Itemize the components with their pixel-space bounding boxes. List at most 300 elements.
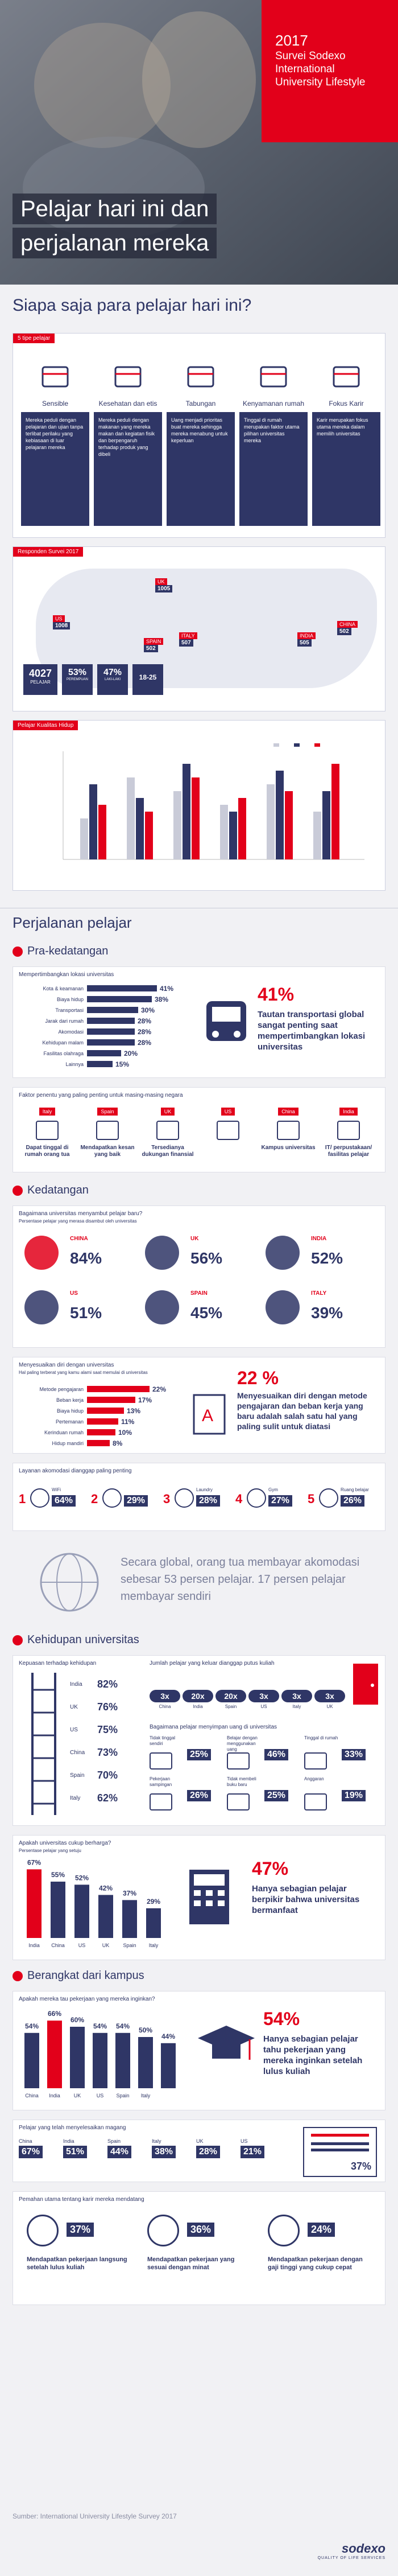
welcome-title: Bagaimana universitas menyambut pelajar baru? [19,1211,143,1217]
uni-value: 76% [97,1701,118,1713]
clock-icon [268,2215,300,2246]
intern-item [241,2138,283,2158]
dropout-title: Jumlah pelajar yang keluar dianggap putus kuliah [150,1660,275,1666]
clock-icon [147,2215,179,2246]
type-description: Mereka peduli dengan makanan yang mereka makan dan kegiatan fisik dan berpengaruh terhadap produk yang dibeli [94,412,162,526]
job-bar-label: 44% [161,2032,176,2040]
wallet-icon [167,356,235,396]
job-bar-country: UK [73,2093,81,2098]
service-label: Gym [268,1487,278,1492]
quality-bar [98,805,106,859]
spend-item [150,1735,223,1773]
type-column [239,356,308,526]
value-bar-country: Italy [148,1943,159,1948]
future-item [260,2211,376,2297]
adjust-label: Biaya hidup [56,1408,84,1414]
spend-title: Bagaimana pelajar menyimpan uang di universitas [150,1724,277,1730]
job-bar [93,2033,107,2088]
factor-icon [36,1121,59,1140]
life-card [13,1655,385,1826]
quality-bar [80,818,88,859]
dropout-item [281,1690,312,1709]
brand-name: sodexo [341,2541,385,2556]
job-bar-label: 60% [70,2016,85,2024]
adjust-card [13,1357,385,1454]
adjust-row [19,1384,184,1394]
service-value: 26% [341,1495,364,1507]
job-title: Apakah mereka tau pekerjaan yang mereka inginkan? [19,1996,155,2002]
hand-icon [24,1236,59,1270]
quality-bar [145,812,153,859]
factors-card [13,1087,385,1172]
value-bar [122,1900,137,1938]
future-text: Mendapatkan pekerjaan langsung setelah lulus kuliah [27,2256,127,2271]
transport-icon [201,990,252,1052]
job-bar-label: 50% [138,2026,153,2034]
type-description: Uang menjadi prioritas buat mereka sehingga mereka menabung untuk keperluan [167,412,235,526]
dropout-value: 3x [150,1690,180,1702]
adjust-row [19,1416,184,1427]
quality-bar [285,791,293,859]
ladder-icon [21,1673,67,1815]
spend-label: Pekerjaan sampingan [150,1776,172,1787]
spend-item [304,1776,378,1814]
service-value: 27% [268,1495,292,1507]
service-rank: 2 [91,1492,98,1506]
quality-bar [267,784,275,859]
service-item [19,1484,87,1518]
uni-country: Italy [70,1795,81,1801]
welcome-country: INDIA [311,1236,327,1242]
service-icon [247,1488,266,1508]
types-panel [13,333,385,538]
hand-icon [145,1236,179,1270]
consider-row [19,1015,189,1026]
dropout-value: 3x [248,1690,279,1702]
adjust-bar [87,1386,150,1392]
dropout-value: 20x [183,1690,213,1702]
hero-subtitle: Survei Sodexo International University Lifestyle [275,50,366,88]
value-bar-country: India [28,1943,40,1948]
welcome-value: 51% [70,1304,102,1322]
factor-icon [277,1121,300,1140]
welcome-country: CHINA [70,1236,88,1242]
adjust-value: 22% [152,1385,167,1393]
consider-label: Kota & keamanan [43,985,84,991]
uni-value: 82% [97,1678,118,1690]
service-value: 29% [124,1495,148,1507]
intern-country: India [63,2138,74,2144]
pin-value: 502 [337,628,351,635]
adjust-row [19,1405,184,1416]
uni-title: Kepuasan terhadap kehidupan [19,1660,97,1666]
value-bar-country: UK [102,1943,110,1948]
service-icon [102,1488,122,1508]
uni-country: India [70,1681,82,1688]
hero-title [13,194,217,262]
job-chart [19,2009,189,2105]
pin-country: US [53,615,65,622]
welcome-country: US [70,1290,78,1297]
quality-bar [220,805,228,859]
quality-bar [238,798,246,859]
uni-country: US [70,1726,78,1733]
factor-text: Mendapatkan kesan yang baik [80,1145,135,1158]
resp-tag: Responden Survei 2017 [13,547,83,557]
consider-bar [87,985,157,991]
welcome-item [19,1285,132,1336]
job-bar [161,2043,176,2088]
spend-icon [304,1793,327,1810]
spend-value: 46% [264,1749,288,1760]
adjust-label: Pertemanan [55,1418,84,1425]
map-pin [179,632,197,647]
arrival-heading-text: Kedatangan [27,1184,89,1196]
pin-value: 505 [297,639,312,647]
factor-item [320,1106,377,1158]
book-icon [21,356,89,396]
quality-bar [276,771,284,859]
adjust-title: Menyesuaikan diri dengan universitas [19,1362,114,1368]
spend-item [304,1735,378,1773]
uni-row [70,1718,132,1741]
consider-pct: 41% [258,984,295,1005]
intern-item [152,2138,194,2158]
spend-value: 25% [264,1790,288,1801]
type-column [21,356,89,526]
consider-bar [87,1039,135,1046]
future-text: Mendapatkan pekerjaan yang sesuai dengan minat [147,2256,235,2271]
consider-row [19,1026,189,1037]
job-bar-country: US [96,2093,104,2098]
value-chart [19,1858,172,1955]
uni-row [70,1741,132,1764]
future-title: Pemahan utama tentang karir mereka mendatang [19,2196,144,2203]
type-column [312,356,380,526]
adjust-row [19,1438,184,1449]
quality-bar [192,777,200,859]
service-icon [175,1488,194,1508]
value-bar-label: 67% [27,1858,42,1867]
adjust-label: Metode pengajaran [39,1386,84,1392]
job-bar-country: India [49,2093,60,2098]
job-pct: 54% [263,2009,300,2029]
bullet-icon [13,947,23,957]
pin-value: 507 [179,639,193,647]
consider-label: Lainnya [65,1061,84,1067]
after-heading [13,1969,144,1982]
quality-bar [136,798,144,859]
job-bar-label: 54% [93,2022,107,2030]
welcome-country: ITALY [311,1290,327,1297]
welcome-item [260,1285,374,1336]
adjust-value: 17% [138,1396,152,1404]
uni-row [70,1696,132,1718]
quality-chart [23,740,376,882]
service-rank: 4 [235,1492,243,1506]
female-pct: 53% [68,668,87,677]
consider-label: Jarak dari rumah [45,1018,84,1024]
value-bar-label: 37% [122,1889,137,1898]
hand-icon [24,1290,59,1324]
consider-row [19,1037,189,1048]
adjust-label: Hidup mandiri [52,1440,84,1446]
pin-country: SPAIN [144,638,163,645]
service-item [91,1484,159,1518]
factor-country: India [339,1108,358,1116]
factor-country: UK [161,1108,175,1116]
spend-icon [304,1752,327,1770]
consider-bar [87,1028,135,1035]
hand-icon [266,1236,300,1270]
service-rank: 1 [19,1492,26,1506]
value-text: Hanya sebagian pelajar berpikir bahwa universitas bermanfaat [252,1884,360,1915]
adjust-bar [87,1418,118,1425]
quality-panel [13,720,385,891]
job-bar-country: Italy [140,2093,151,2098]
dropout-country: Italy [292,1704,301,1709]
consider-text: Tautan transportasi global sangat penting saat mempertimbangkan lokasi universitas [258,1010,366,1052]
hero-photo-shape [142,11,256,148]
job-bar-label: 54% [24,2022,39,2030]
adjust-bar [87,1397,135,1403]
pin-country: ITALY [179,632,197,639]
job-bar [47,2021,62,2088]
value-bar [146,1908,161,1938]
intern-country: China [19,2138,32,2144]
types-tag: 5 tipe pelajar [13,334,55,343]
adjust-value: 8% [113,1439,123,1447]
life-heading-text: Kehidupan universitas [27,1633,139,1646]
dropout-value: 20x [215,1690,246,1702]
factors-title: Faktor penentu yang paling penting untuk masing-masing negara [19,1092,183,1098]
job-text: Hanya sebagian pelajar tahu pekerjaan yang mereka inginkan setelah lulus kuliah [263,2034,363,2076]
factor-icon [96,1121,119,1140]
spend-label: Tidak tinggal sendiri [150,1735,176,1746]
consider-value: 28% [138,1027,152,1036]
spend-label: Tidak membeli buku baru [227,1776,256,1787]
adjust-bar [87,1429,115,1435]
type-description: Karir merupakan fokus utama mereka dalam memilih universitas [312,412,380,526]
calculator-icon [184,1864,241,1932]
pin-value: 502 [144,645,158,652]
uni-row [70,1787,132,1809]
life-heading [13,1633,139,1647]
who-heading: Siapa saja para pelajar hari ini? [13,296,252,315]
adjust-row [19,1394,184,1405]
spend-value: 25% [187,1749,211,1760]
svg-text:A: A [202,1406,214,1425]
welcome-item [139,1230,253,1281]
spend-label: Anggaran [304,1776,324,1781]
respondents-panel [13,546,385,711]
services-card [13,1463,385,1531]
consider-label: Fasilitas olahraga [43,1050,84,1056]
factor-country: Spain [97,1108,117,1116]
hero-year: 2017 [275,32,308,49]
adjust-bar [87,1440,110,1446]
consider-bar [87,1050,121,1056]
spend-value: 26% [187,1790,211,1801]
job-bar-label: 54% [115,2022,130,2030]
consider-bar [87,1018,135,1024]
intern-value: 21% [241,2146,264,2158]
intern-value: 28% [196,2146,220,2158]
value-bar-country: China [51,1943,65,1948]
quality-bar [229,812,237,859]
consider-value: 41% [160,984,174,993]
pin-country: INDIA [297,632,316,639]
welcome-value: 52% [311,1249,343,1267]
factor-country: US [221,1108,235,1116]
factor-icon [337,1121,360,1140]
welcome-value: 45% [190,1304,223,1322]
future-text: Mendapatkan pekerjaan dengan gaji tinggi yang cukup cepat [268,2256,363,2271]
consider-label: Biaya hidup [56,996,84,1002]
service-icon [30,1488,49,1508]
dropout-item [183,1690,213,1709]
global-text: Secara global, orang tua membayar akomodasi sebesar 53 persen pelajar. 17 persen pelajar membayar sendiri [121,1556,360,1603]
service-label: Laundry [196,1487,213,1492]
factor-item [139,1106,196,1158]
clipboard-icon [303,2127,377,2177]
dropout-item [150,1690,180,1709]
factor-item [260,1106,317,1151]
intern-country: Spain [107,2138,121,2144]
factor-text: Tersedianya dukungan finansial [142,1145,194,1158]
type-label: Tabungan [185,400,216,408]
hero-red-box [262,0,398,142]
welcome-value: 39% [311,1304,343,1322]
factor-icon [217,1121,239,1140]
quality-bar [173,791,181,859]
dropout-item [215,1690,246,1709]
sodexo-logo [318,2541,385,2560]
type-column [167,356,235,526]
job-bar [24,2033,39,2088]
dropout-country: UK [326,1704,333,1709]
factor-icon [156,1121,179,1140]
dropout-country: China [159,1704,171,1709]
consider-label: Kehidupan malam [42,1039,84,1046]
quality-tag: Pelajar Kualitas Hidup [13,721,78,730]
dropout-item [314,1690,345,1709]
factor-country: Italy [39,1108,56,1116]
service-rank: 5 [308,1492,315,1506]
spend-label: Belajar dengan menggunakan uang [227,1735,258,1752]
services-title: Layanan akomodasi dianggap paling penting [19,1468,132,1474]
journey-heading: Perjalanan pelajar [13,914,132,931]
service-item [308,1484,376,1518]
consider-label: Akomodasi [58,1028,84,1035]
future-value: 36% [187,2223,214,2237]
intern-title: Pelajar yang telah menyelesaikan magang [19,2125,126,2131]
exam-icon [189,1392,229,1437]
house-icon [239,356,308,396]
female-label: PEREMPUAN [66,678,88,681]
hero-title-line1: Pelajar hari ini dan [13,194,217,224]
factor-item [19,1106,76,1158]
adjust-value: 10% [118,1428,132,1437]
spend-icon [150,1793,172,1810]
bicycle-icon [94,356,162,396]
bullet-icon [13,1971,23,1981]
welcome-value: 84% [70,1249,102,1267]
type-label: Kenyamanan rumah [242,400,305,408]
welcome-item [19,1230,132,1281]
dropout-value: 3x [314,1690,345,1702]
total-box [23,664,57,695]
welcome-card [13,1205,385,1348]
factor-country: China [278,1108,298,1116]
intern-item [196,2138,238,2158]
adjust-sub: Hal paling terberat yang kamu alami saat memulai di universitas [19,1370,148,1375]
value-bar [27,1869,42,1938]
uni-country: Spain [70,1772,85,1779]
uni-value: 70% [97,1769,118,1781]
factor-item [79,1106,136,1158]
globe-icon [35,1548,103,1616]
type-description: Tinggal di rumah merupakan faktor utama pilihan universitas mereka [239,412,308,526]
bullet-icon [13,1186,23,1196]
hero-banner [0,0,398,285]
female-box [62,664,93,695]
total-label: PELAJAR [30,680,51,685]
consider-row [19,994,189,1005]
age-box: 18-25 [132,664,163,695]
spend-item [227,1776,301,1814]
service-icon [319,1488,338,1508]
future-card [13,2191,385,2305]
type-label: Sensible [42,400,69,408]
adjust-label: Kerinduan rumah [44,1429,84,1435]
type-label: Fokus Karir [329,400,364,408]
quality-bar [183,764,190,859]
intern-value: 67% [19,2146,43,2158]
type-description: Mereka peduli dengan pelajaran dan ujian tanpa terlibat perilaku yang kebiasaan di luar pelajaran mereka [21,412,89,526]
intern-value: 44% [107,2146,131,2158]
welcome-country: UK [190,1236,199,1242]
hero-title-line2: perjalanan mereka [13,228,217,258]
consider-value: 28% [138,1017,152,1025]
value-bar-country: US [78,1943,86,1948]
service-label: WiFi [52,1487,61,1492]
hand-icon [145,1290,179,1324]
male-box [97,664,128,695]
global-box [13,1542,385,1622]
pin-value: 1005 [155,585,172,592]
arrival-heading [13,1184,89,1197]
consider-value: 28% [138,1038,152,1047]
job-bar [138,2037,153,2088]
dropout-value: 3x [281,1690,312,1702]
spend-icon [227,1752,250,1770]
value-bar-label: 55% [51,1871,65,1879]
consider-bar [87,1007,138,1013]
consider-value: 38% [155,995,169,1003]
brand-tagline: QUALITY OF LIFE SERVICES [317,2556,385,2560]
job-bar-label: 66% [47,2010,62,2018]
service-rank: 3 [163,1492,171,1506]
consider-title: Mempertimbangkan lokasi universitas [19,972,114,978]
dropout-country: US [260,1704,267,1709]
consider-value: 20% [124,1049,138,1057]
map-pin [155,578,172,592]
intern-item [19,2138,61,2158]
consider-label: Transportasi [55,1007,84,1013]
quality-bar [127,777,135,859]
male-label: LAKI-LAKI [104,678,121,681]
